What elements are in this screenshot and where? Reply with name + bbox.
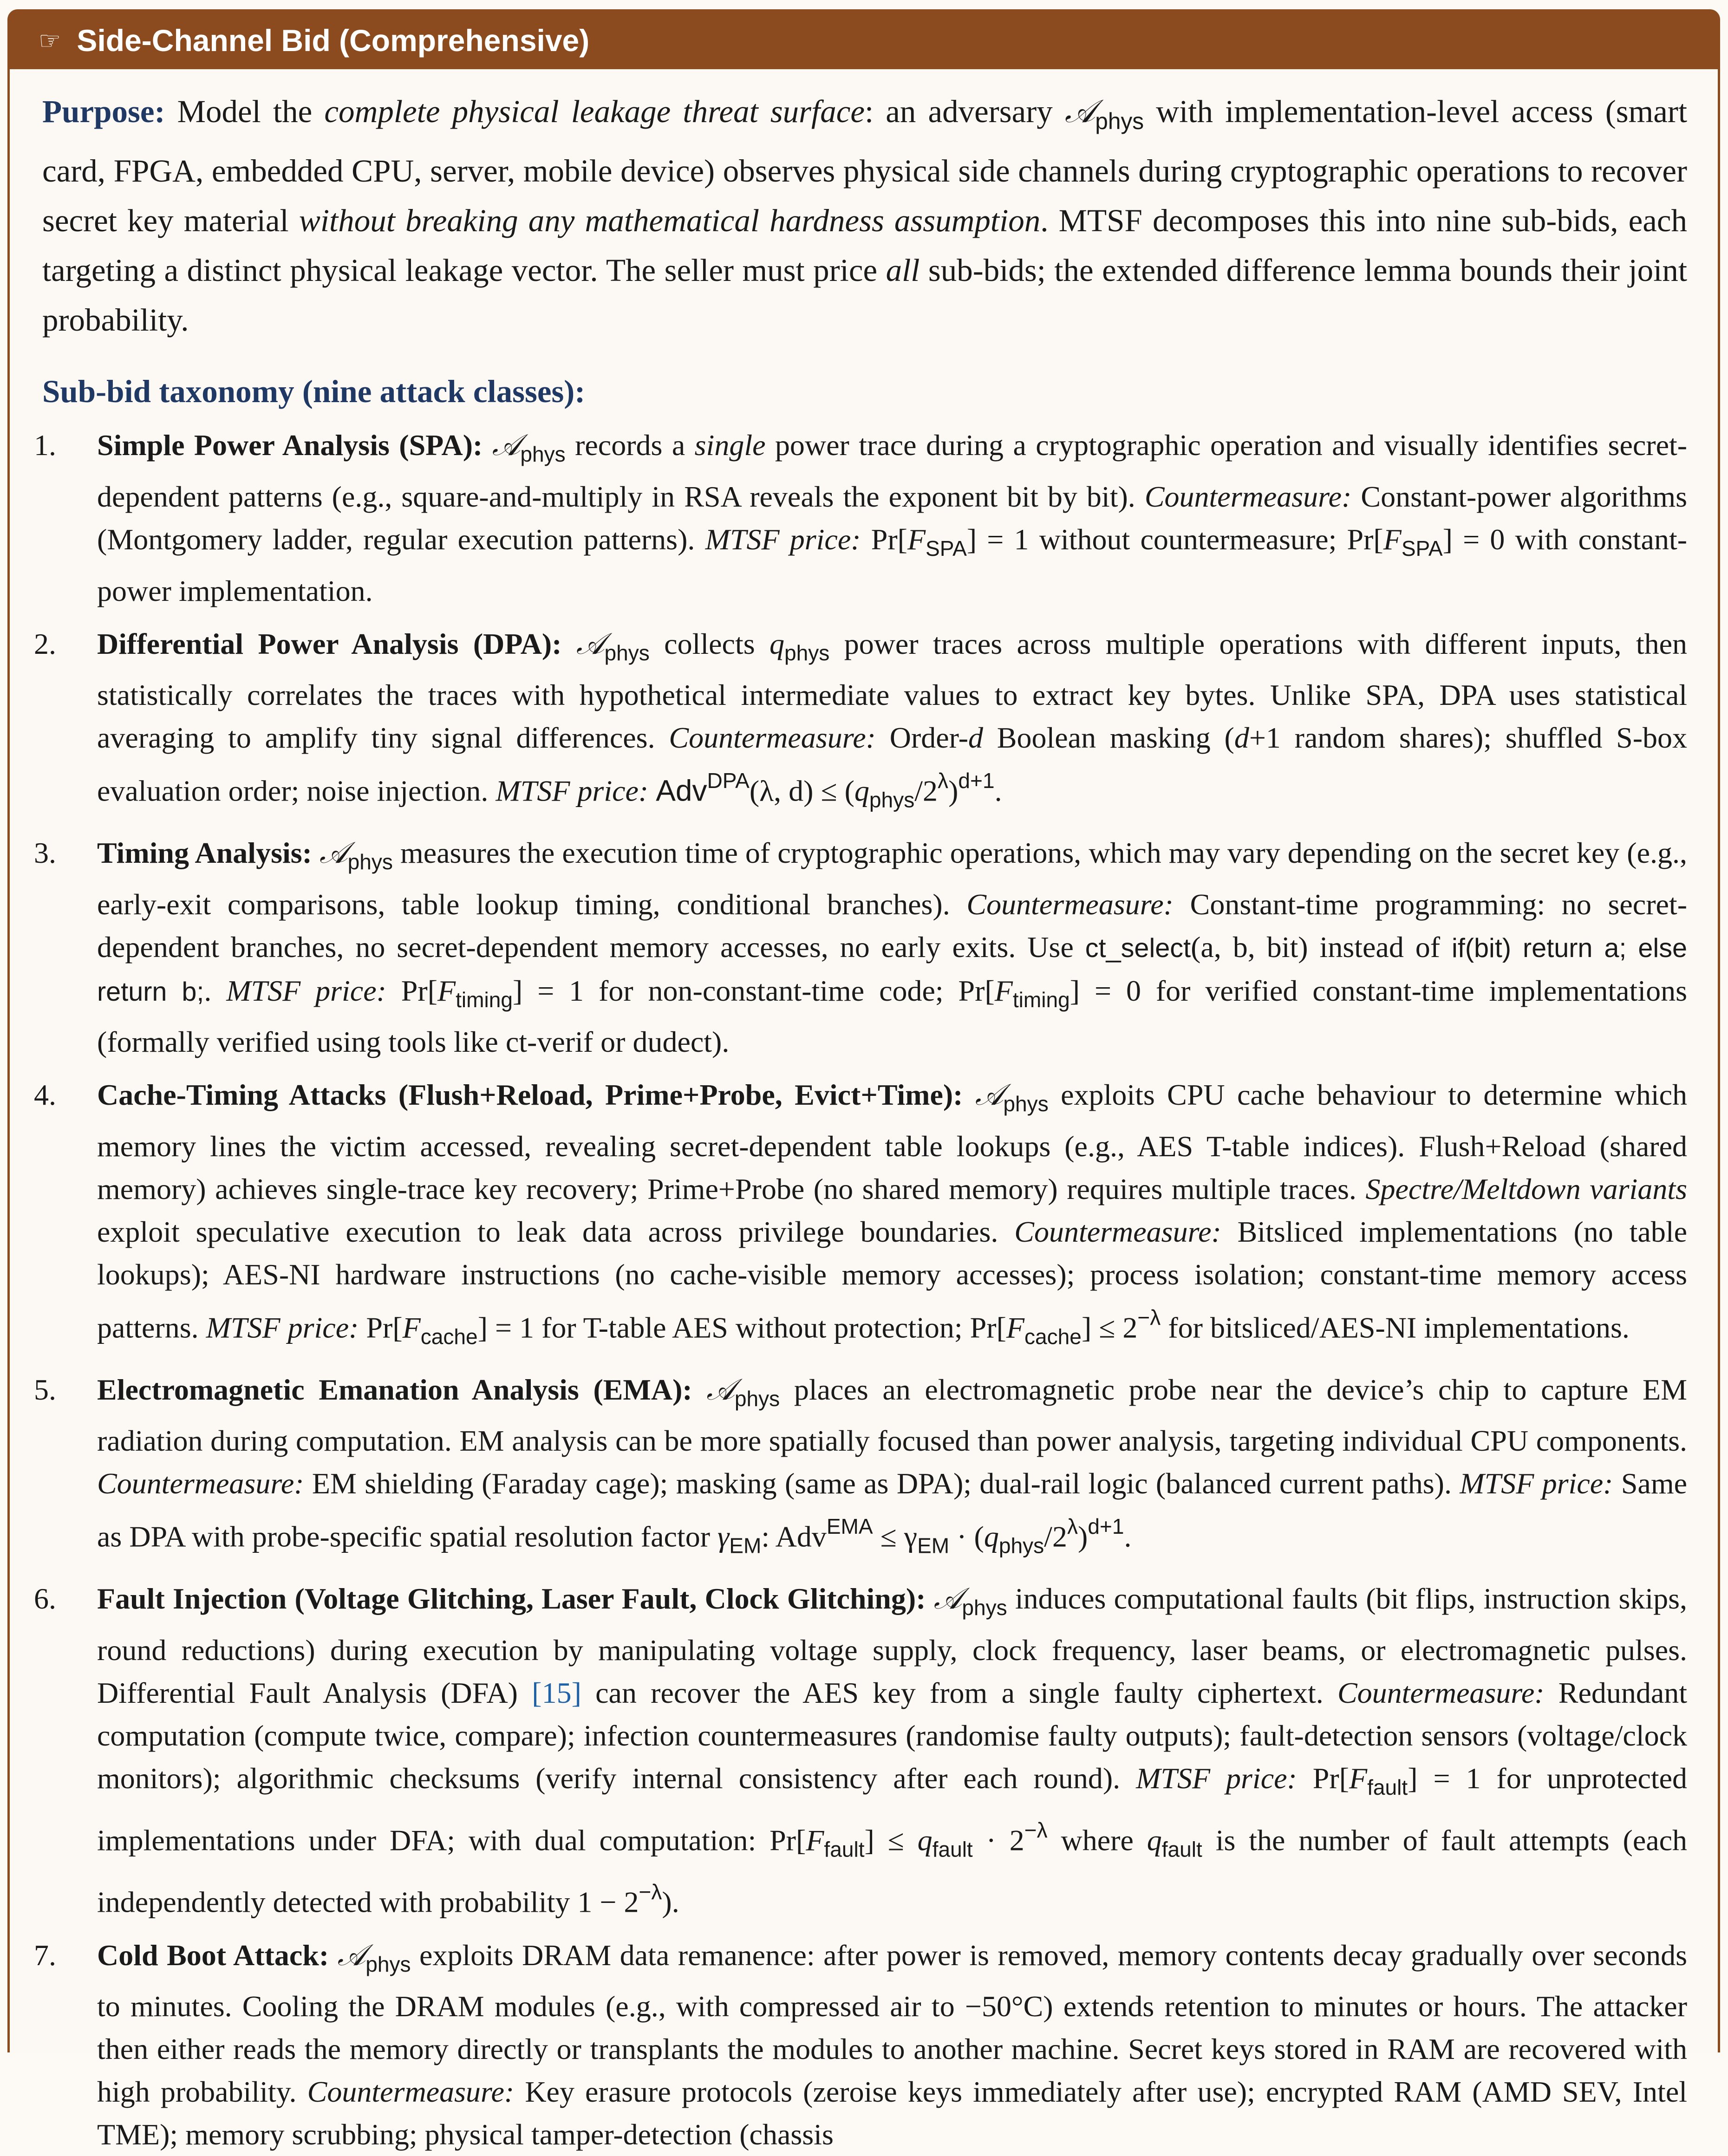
- adversary-subscript: phys: [1003, 1092, 1049, 1116]
- countermeasure-label: Countermeasure:: [1337, 1676, 1545, 1709]
- price-text: /2: [1044, 1520, 1067, 1554]
- adversary-symbol: 𝒜: [1064, 94, 1095, 129]
- price-text: is the number of fault attempts (each independently detected with probability 1 − 2: [97, 1824, 1688, 1919]
- side-channel-bid-box: [7, 9, 1720, 2151]
- adversary-symbol: 𝒜: [576, 627, 605, 660]
- countermeasure-text: Boolean masking (: [997, 721, 1234, 755]
- list-item-timing: [34, 832, 1688, 1064]
- adversary-subscript: phys: [1095, 108, 1144, 134]
- countermeasure-text: Constant-time programming: no secret-dependent branches, no secret-dependent memory accesses, no early exits. Use: [97, 887, 1688, 964]
- math-symbol: q: [917, 1824, 932, 1857]
- math-superscript: DPA: [707, 769, 750, 793]
- item-text: records a: [575, 428, 685, 462]
- countermeasure-text: Constant-power algorithms (Montgomery ladder, regular execution patterns).: [97, 480, 1688, 556]
- math-superscript: λ: [938, 769, 949, 793]
- item-text: places an electromagnetic probe near the device’s chip to capture EM radiation during computation. EM analysis can be more spatially focused than power analysis, targeting individual CPU components.: [97, 1373, 1688, 1458]
- math-subscript: phys: [998, 1533, 1044, 1558]
- list-item-dpa: [34, 623, 1688, 821]
- item-number: 2.: [34, 627, 56, 660]
- math-subscript: phys: [869, 788, 915, 812]
- price-text: ] = 0 with constant-power implementation.: [97, 522, 1688, 607]
- math-symbol: γ: [717, 1520, 730, 1554]
- item-text: induces computational faults (bit flips, instruction skips, round reductions) during execution by manipulating voltage supply, clock frequency, laser beams, or electromagnetic pulses. Differential Fault Analysis (DFA): [97, 1582, 1688, 1709]
- math-symbol: F: [1349, 1761, 1368, 1795]
- price-label: MTSF price:: [705, 522, 861, 556]
- math-superscript: d+1: [1088, 1514, 1124, 1539]
- math-symbol: F: [907, 522, 926, 556]
- item-text: power traces across multiple operations with different inputs, then statistically correlates the traces with hypothetical intermediate values to extract key bytes. Unlike SPA, DPA uses statistical averaging to amplify tiny signal differences.: [97, 627, 1688, 755]
- item-emphasis: single: [694, 428, 766, 462]
- math-subscript: timing: [1012, 987, 1070, 1012]
- math-subscript: SPA: [926, 536, 967, 560]
- item-text: power trace during a cryptographic operation and visually identifies secret-dependent patterns (e.g., square-and-multiply in RSA reveals the exponent bit by bit).: [97, 428, 1688, 513]
- adversary-subscript: phys: [365, 1952, 411, 1976]
- box-title: Side-Channel Bid (Comprehensive): [77, 23, 590, 58]
- item-title: Cache-Timing Attacks (Flush+Reload, Prime+Probe, Evict+Time):: [97, 1078, 963, 1112]
- math-symbol: q: [1147, 1824, 1162, 1857]
- price-text: ] = 0 for verified constant-time implementations (formally verified using tools like ct-verif or dudect).: [97, 974, 1688, 1059]
- math-superscript: EMA: [826, 1514, 873, 1539]
- adversary-symbol: 𝒜: [320, 836, 348, 869]
- list-item-cold-boot: [34, 1934, 1688, 2156]
- adversary-subscript: phys: [520, 442, 566, 466]
- countermeasure-label: Countermeasure:: [307, 2075, 515, 2109]
- price-text: ] = 1 for T-table AES without protection; Pr[: [477, 1311, 1006, 1344]
- purpose-text: with implementation-level access (smart card, FPGA, embedded CPU, server, mobile device) observes physical side channels during cryptographic operations to recover secret key material: [42, 94, 1688, 238]
- price-text: where: [1061, 1824, 1134, 1857]
- list-item-cache: [34, 1074, 1688, 1358]
- math-subscript: cache: [420, 1324, 478, 1349]
- price-text: Pr[: [1312, 1761, 1350, 1795]
- countermeasure-text: EM shielding (Faraday cage); masking (same as DPA); dual-rail logic (balanced current paths).: [312, 1467, 1452, 1500]
- countermeasure-text: Redundant computation (compute twice, compare); infection countermeasures (randomise faulty outputs); fault-detection sensors (voltage/clock monitors); algorithmic checksums (verify internal consistency after each round).: [97, 1676, 1688, 1795]
- countermeasure-text: Order-: [889, 721, 968, 755]
- price-text: ] ≤ 2: [1081, 1311, 1138, 1344]
- box-content: [10, 69, 1718, 2156]
- math-superscript: d+1: [958, 769, 995, 793]
- purpose-text: Model the: [177, 94, 313, 129]
- math-symbol: F: [1383, 522, 1402, 556]
- math-symbol: d: [1234, 721, 1249, 755]
- countermeasure-label: Countermeasure:: [669, 721, 876, 755]
- box-titlebar: [10, 12, 1718, 69]
- purpose-label: Purpose:: [42, 94, 165, 129]
- code-args: (a, b, bit): [1191, 930, 1308, 964]
- purpose-emphasis: without breaking any mathematical hardness assumption: [299, 202, 1041, 238]
- adversary-symbol: 𝒜: [492, 428, 521, 462]
- math-subscript: fault: [824, 1837, 865, 1862]
- math-subscript: fault: [1367, 1775, 1408, 1799]
- hand-pointing-icon: ☞: [39, 26, 61, 55]
- math-symbol: q: [769, 627, 784, 660]
- math-superscript: λ: [1067, 1514, 1078, 1539]
- price-text: ] = 1 for unprotected implementations under DFA; with dual computation: Pr[: [97, 1761, 1688, 1857]
- item-number: 4.: [34, 1078, 56, 1112]
- adversary-symbol: 𝒜: [337, 1938, 366, 1972]
- list-item-fault: [34, 1577, 1688, 1924]
- price-label: MTSF price:: [226, 974, 386, 1007]
- price-text: ] = 1 for non-constant-time code; Pr[: [513, 974, 995, 1007]
- adversary-symbol: 𝒜: [975, 1078, 1004, 1112]
- math-subscript: timing: [456, 987, 513, 1012]
- adversary-subscript: phys: [347, 849, 393, 874]
- countermeasure-text: .: [204, 974, 212, 1007]
- item-text: measures the execution time of cryptographic operations, which may vary depending on the secret key (e.g., early-exit comparisons, table lookup timing, conditional branches).: [97, 836, 1688, 921]
- math-symbol: F: [806, 1824, 824, 1857]
- price-text: .: [1124, 1520, 1132, 1554]
- countermeasure-label: Countermeasure:: [97, 1467, 304, 1500]
- countermeasure-label: Countermeasure:: [1144, 480, 1352, 513]
- price-text: ] = 1 without countermeasure; Pr[: [966, 522, 1383, 556]
- adversary-symbol: 𝒜: [933, 1582, 962, 1615]
- code-snippet: ct_select: [1085, 933, 1191, 963]
- price-text: : Adv: [761, 1520, 827, 1554]
- price-text: Pr[: [366, 1311, 403, 1344]
- purpose-emphasis: complete physical leakage threat surface: [324, 94, 865, 129]
- item-text: exploits DRAM data remanence: after power is removed, memory contents decay gradually over seconds to minutes. Cooling the DRAM modules (e.g., with compressed air to −50°C) extends retention to minutes or hours. The attacker then either reads the memory directly or transplants the modules to another machine. Secret keys stored in RAM are recovered with high probability.: [97, 1938, 1688, 2109]
- price-text: ≤ γ: [880, 1520, 918, 1554]
- citation-link[interactable]: [15]: [532, 1676, 581, 1709]
- item-text: collects: [664, 627, 755, 660]
- purpose-text: : an adversary: [864, 94, 1053, 129]
- price-text: ): [948, 774, 959, 808]
- adversary-subscript: phys: [604, 640, 650, 665]
- countermeasure-label: Countermeasure:: [1014, 1215, 1221, 1249]
- item-title: Electromagnetic Emanation Analysis (EMA):: [97, 1373, 692, 1406]
- price-text: ] ≤: [864, 1824, 904, 1857]
- list-item-ema: [34, 1368, 1688, 1567]
- purpose-paragraph: [42, 87, 1687, 345]
- price-text: /2: [914, 774, 938, 808]
- math-subscript: SPA: [1401, 536, 1443, 560]
- item-text: exploits CPU cache behaviour to determine which memory lines the victim accessed, revealing secret-dependent table lookups (e.g., AES T-table indices). Flush+Reload (shared memory) achieves single-trace key recovery; Prime+Probe (no shared memory) requires multiple traces.: [97, 1078, 1688, 1206]
- math-symbol: q: [854, 774, 869, 808]
- math-superscript: −λ: [639, 1880, 662, 1904]
- code-snippet: if(bit) return a; else return b;: [97, 933, 1688, 1007]
- price-text: .: [994, 774, 1002, 808]
- math-symbol: F: [1006, 1311, 1024, 1344]
- price-text: Same as DPA with probe-specific spatial resolution factor: [97, 1467, 1688, 1554]
- item-number: 1.: [34, 428, 56, 462]
- price-text: (λ, d) ≤ (: [749, 774, 854, 808]
- item-text: can recover the AES key from a single faulty ciphertext.: [595, 1676, 1324, 1709]
- math-symbol: F: [437, 974, 456, 1007]
- purpose-text: sub-bids; the extended difference lemma bounds their joint probability.: [42, 252, 1688, 338]
- math-symbol: q: [984, 1520, 999, 1554]
- math-superscript: −λ: [1024, 1817, 1048, 1842]
- math-symbol: F: [994, 974, 1013, 1007]
- price-text: · 2: [986, 1824, 1024, 1857]
- price-text: Pr[: [871, 522, 907, 556]
- math-subscript: EM: [917, 1533, 950, 1558]
- item-number: 3.: [34, 836, 56, 869]
- math-subscript: EM: [729, 1533, 762, 1558]
- price-label: MTSF price:: [206, 1311, 359, 1344]
- math-subscript: fault: [932, 1837, 973, 1862]
- item-text: exploit speculative execution to leak data across privilege boundaries.: [97, 1215, 998, 1249]
- item-number: 6.: [34, 1582, 56, 1615]
- item-title: Fault Injection (Voltage Glitching, Laser Fault, Clock Glitching):: [97, 1582, 926, 1615]
- math-symbol: Adv: [656, 774, 707, 808]
- item-title: Differential Power Analysis (DPA):: [97, 627, 562, 660]
- item-title: Timing Analysis:: [97, 836, 312, 869]
- math-symbol: F: [402, 1311, 421, 1344]
- math-symbol: d: [968, 721, 983, 755]
- price-text: ).: [662, 1885, 679, 1919]
- taxonomy-heading: Sub-bid taxonomy (nine attack classes):: [42, 373, 586, 409]
- countermeasure-text: Key erasure protocols (zeroise keys immediately after use); encrypted RAM (AMD SEV, Intel TME); memory scrubbing; physical tamper-detection (chassis: [97, 2075, 1688, 2151]
- countermeasure-text: instead of: [1319, 930, 1441, 964]
- price-text: · (: [957, 1520, 984, 1554]
- item-number: 7.: [34, 1938, 56, 1972]
- price-text: Pr[: [401, 974, 438, 1007]
- item-title: Cold Boot Attack:: [97, 1938, 329, 1972]
- price-label: MTSF price:: [1136, 1761, 1297, 1795]
- adversary-subscript: phys: [962, 1595, 1007, 1620]
- math-superscript: −λ: [1137, 1305, 1161, 1330]
- purpose-emphasis: all: [886, 252, 920, 288]
- list-item-spa: [34, 424, 1688, 612]
- purpose-text: . MTSF decomposes this into nine sub-bids, each targeting a distinct physical leakage vector. The seller must price: [42, 202, 1688, 288]
- adversary-symbol: 𝒜: [706, 1373, 735, 1406]
- item-number: 5.: [34, 1373, 56, 1406]
- countermeasure-text: Bitsliced implementations (no table lookups); AES-NI hardware instructions (no cache-visible memory accesses); process isolation; constant-time memory access patterns.: [97, 1215, 1688, 1344]
- adversary-subscript: phys: [734, 1386, 780, 1411]
- countermeasure-label: Countermeasure:: [966, 887, 1174, 921]
- math-subscript: fault: [1161, 1837, 1202, 1862]
- price-label: MTSF price:: [496, 774, 649, 808]
- price-label: MTSF price:: [1460, 1467, 1613, 1500]
- price-text: ): [1078, 1520, 1088, 1554]
- price-text: for bitsliced/AES-NI implementations.: [1168, 1311, 1630, 1344]
- countermeasure-text: +1 random shares); shuffled S-box evaluation order; noise injection.: [97, 721, 1688, 808]
- item-title: Simple Power Analysis (SPA):: [97, 428, 483, 462]
- math-subscript: cache: [1024, 1324, 1082, 1349]
- math-subscript: phys: [784, 640, 830, 665]
- item-emphasis: Spectre/Meltdown variants: [1365, 1172, 1688, 1206]
- attack-class-list: [34, 424, 1688, 2156]
